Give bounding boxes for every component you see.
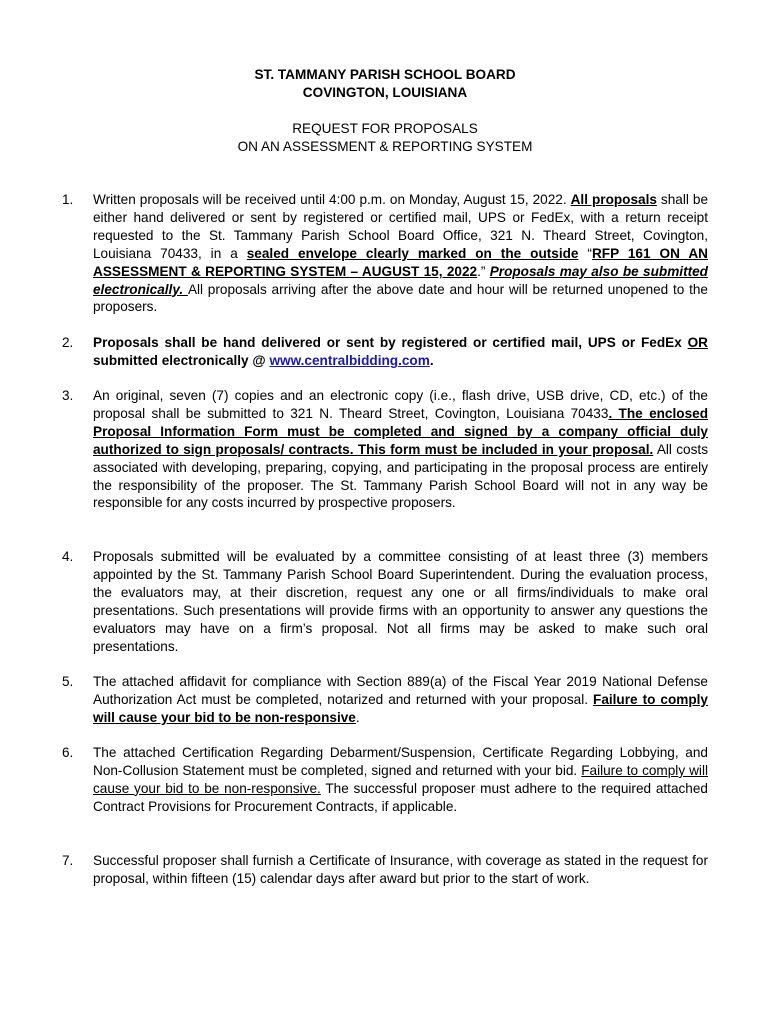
rfp-title-line2: ON AN ASSESSMENT & REPORTING SYSTEM [237, 139, 533, 154]
list-item [62, 548, 708, 655]
item-number: 4. [62, 549, 74, 564]
list-item [62, 744, 708, 816]
item-number: 6. [62, 745, 74, 760]
document-header [0, 66, 770, 102]
list-item [62, 387, 708, 512]
item-text: The attached affidavit for compliance with Section 889(a) of the Fiscal Year 2019 National Defense Authorization Act must be completed, notarized and returned with your proposal. Failure to comply will cause your bid to be non-responsive. [93, 674, 708, 725]
list-item [62, 673, 708, 727]
centralbidding-link[interactable]: www.centralbidding.com [269, 352, 430, 368]
organization-location: COVINGTON, LOUISIANA [302, 85, 468, 100]
item-number: 2. [62, 335, 74, 350]
item-text: Successful proposer shall furnish a Certificate of Insurance, with coverage as stated in the request for proposal, within fifteen (15) calendar days after award but prior to the start of work. [93, 853, 708, 886]
item-text: Written proposals will be received until 4:00 p.m. on Monday, August 15, 2022. All proposals shall be either hand delivered or sent by registered or certified mail, UPS or FedEx, with a return receipt requested to the St. Tammany Parish School Board Office, 321 N. Theard Street, Covington, Louisiana 70433, in a sealed envelope clearly marked on the outside “RFP 161 ON AN ASSESSMENT & REPORTING SYSTEM – AUGUST 15, 2022.” Proposals may also be submitted electronically. All proposals arriving after the above date and hour will be returned unopened to the proposers. [93, 192, 709, 315]
item-text: The attached Certification Regarding Debarment/Suspension, Certificate Regarding Lobbying, and Non-Collusion Statement must be completed, signed and returned with your bid. Failure to comply will cause your bid to be non-responsive. The successful proposer must adhere to the required attached Contract Provisions for Procurement Contracts, if applicable. [93, 745, 708, 814]
document-subtitle [0, 120, 770, 156]
item-number: 3. [62, 388, 74, 403]
list-item [62, 191, 708, 316]
item-text: An original, seven (7) copies and an electronic copy (i.e., flash drive, USB drive, CD, etc.) of the proposal shall be submitted to 321 N. Theard Street, Covington, Louisiana 70433. The enclosed Proposal Information Form must be completed and signed by a company official duly authorized to sign proposals/ contracts. This form must be included in your proposal. All costs associated with developing, preparing, copying, and participating in the proposal process are entirely the responsibility of the proposer. The St. Tammany Parish School Board will not in any way be responsible for any costs incurred by prospective proposers. [93, 388, 709, 511]
rfp-title-line1: REQUEST FOR PROPOSALS [292, 121, 478, 136]
item-text: Proposals submitted will be evaluated by a committee consisting of at least three (3) members appointed by the St. Tammany Parish School Board Superintendent. During the evaluation process, the evaluators may, at their discretion, request any one or all firms/individuals to make oral presentations. Such presentations will provide firms with an opportunity to answer any questions the evaluators may have on a firm’s proposal. Not all firms may be asked to make such oral presentations. [93, 549, 708, 654]
list-item [62, 852, 708, 888]
organization-name: ST. TAMMANY PARISH SCHOOL BOARD [254, 67, 516, 82]
item-number: 5. [62, 674, 74, 689]
list-item [62, 334, 708, 370]
item-number: 7. [62, 853, 74, 868]
item-text: Proposals shall be hand delivered or sent by registered or certified mail, UPS or FedEx OR submitted electronically @ www.centralbidding.com. [93, 335, 708, 368]
item-number: 1. [62, 192, 74, 207]
